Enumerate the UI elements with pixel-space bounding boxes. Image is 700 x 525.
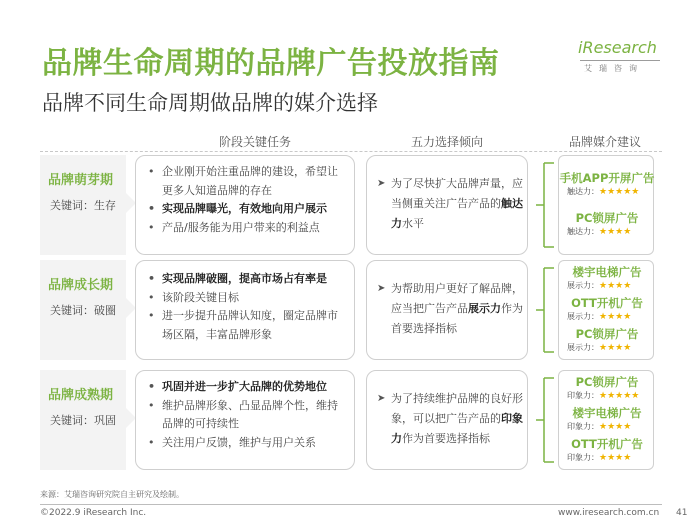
task-item: • 实现品牌破圈，提高市场占有率是 — [146, 270, 344, 289]
logo-word: iResearch — [578, 38, 657, 57]
task-item: • 该阶段关键目标 — [146, 289, 344, 308]
media-item — [559, 210, 655, 237]
media-item — [559, 264, 655, 291]
task-item: • 实现品牌曝光，有效地向用户展示 — [146, 200, 344, 219]
page-title: 品牌生命周期的品牌广告投放指南 — [42, 46, 500, 81]
force-pre: 为了尽快扩大品牌声量，应当侧重关注广告产品的 — [391, 177, 523, 210]
force-box-mature — [366, 370, 528, 470]
column-header-task: 阶段关键任务 — [218, 135, 291, 149]
stage-mature — [40, 370, 126, 470]
website-link[interactable]: www.iresearch.com.cn — [558, 508, 660, 518]
media-item — [559, 436, 655, 463]
media-name: 手机APP开屏广告 — [559, 171, 655, 185]
force-key: 展示力 — [468, 302, 501, 315]
footer-divider — [40, 504, 662, 505]
media-rating: 触达力：★★★★★ — [567, 187, 640, 197]
stage-keyword: 关键词：巩固 — [50, 414, 116, 427]
star-rating: ★★★★★ — [599, 391, 640, 401]
task-box-sprout — [135, 155, 355, 255]
media-rating: 展示力：★★★★ — [567, 343, 632, 353]
media-name: OTT开机广告 — [571, 296, 643, 310]
stage-growth — [40, 260, 126, 360]
force-pre: 为帮助用户更好了解品牌，应当把广告产品 — [391, 282, 523, 315]
star-rating: ★★★★ — [599, 422, 632, 432]
force-box-sprout — [366, 155, 528, 255]
media-name: 楼宇电梯广告 — [572, 406, 642, 420]
force-text — [377, 174, 523, 234]
bracket-connector — [536, 155, 554, 255]
column-header-media: 品牌媒介建议 — [568, 135, 641, 149]
bracket-connector — [536, 370, 554, 470]
force-post: 水平 — [402, 217, 424, 230]
column-header-force: 五力选择倾向 — [410, 135, 483, 149]
iresearch-logo — [578, 36, 668, 78]
star-rating: ★★★★★ — [599, 187, 640, 197]
bracket-connector — [536, 260, 554, 360]
logo-subtext: 艾瑞咨询 — [584, 64, 644, 73]
stage-keyword: 关键词：破圈 — [50, 304, 116, 317]
star-rating: ★★★★ — [599, 312, 632, 322]
page-subtitle: 品牌不同生命周期做品牌的媒介选择 — [42, 91, 378, 115]
task-box-growth — [135, 260, 355, 360]
arrow-icon: ➤ — [377, 178, 386, 189]
task-box-mature — [135, 370, 355, 470]
force-post: 作为首要选择指标 — [402, 432, 490, 445]
copyright: ©2022.9 iResearch Inc. — [40, 508, 147, 518]
star-rating: ★★★★ — [599, 281, 632, 291]
arrow-icon: ➤ — [377, 393, 386, 404]
force-key: 触达力 — [391, 197, 523, 230]
task-item: • 巩固并进一步扩大品牌的优势地位 — [146, 378, 344, 397]
media-item — [559, 295, 655, 322]
force-text — [377, 279, 523, 339]
media-name: PC锁屏广告 — [575, 211, 639, 225]
media-rating: 印象力：★★★★ — [567, 453, 632, 463]
media-rating: 展示力：★★★★ — [567, 312, 632, 322]
media-rating: 触达力：★★★★ — [567, 227, 632, 237]
task-item: • 维护品牌形象、凸显品牌个性，维持品牌的可持续性 — [146, 397, 344, 434]
media-name: OTT开机广告 — [571, 437, 643, 451]
star-rating: ★★★★ — [599, 343, 632, 353]
media-name: 楼宇电梯广告 — [572, 265, 642, 279]
force-post: 作为首要选择指标 — [391, 302, 523, 335]
force-box-growth — [366, 260, 528, 360]
media-item — [559, 374, 655, 401]
task-item: • 企业刚开始注重品牌的建设，希望让更多人知道品牌的存在 — [146, 163, 344, 200]
stage-name: 品牌成长期 — [48, 278, 114, 293]
stage-name: 品牌成熟期 — [48, 388, 114, 403]
page-number: 41 — [676, 508, 688, 518]
star-rating: ★★★★ — [599, 227, 632, 237]
force-pre: 为了持续维护品牌的良好形象，可以把广告产品的 — [391, 392, 523, 425]
logo-divider — [580, 60, 660, 61]
media-box-growth — [558, 260, 654, 360]
media-box-mature — [558, 370, 654, 470]
task-item: • 关注用户反馈，维护与用户关系 — [146, 434, 344, 453]
media-box-sprout — [558, 155, 654, 255]
stage-keyword: 关键词：生存 — [50, 199, 116, 212]
stage-sprout — [40, 155, 126, 255]
source-note: 来源：艾瑞咨询研究院自主研究及绘制。 — [40, 490, 184, 499]
header-divider — [40, 151, 662, 152]
task-item: • 产品/服务能为用户带来的利益点 — [146, 219, 344, 238]
force-key: 印象力 — [391, 412, 523, 445]
media-name: PC锁屏广告 — [575, 327, 639, 341]
star-rating: ★★★★ — [599, 453, 632, 463]
media-item — [559, 170, 655, 197]
media-item — [559, 405, 655, 432]
media-rating: 印象力：★★★★★ — [567, 391, 640, 401]
media-item — [559, 326, 655, 353]
arrow-icon: ➤ — [377, 283, 386, 294]
media-name: PC锁屏广告 — [575, 375, 639, 389]
media-rating: 印象力：★★★★ — [567, 422, 632, 432]
force-text — [377, 389, 523, 449]
stage-name: 品牌萌芽期 — [48, 173, 114, 188]
media-rating: 展示力：★★★★ — [567, 281, 632, 291]
task-item: • 进一步提升品牌认知度，圈定品牌市场区隔，丰富品牌形象 — [146, 307, 344, 344]
